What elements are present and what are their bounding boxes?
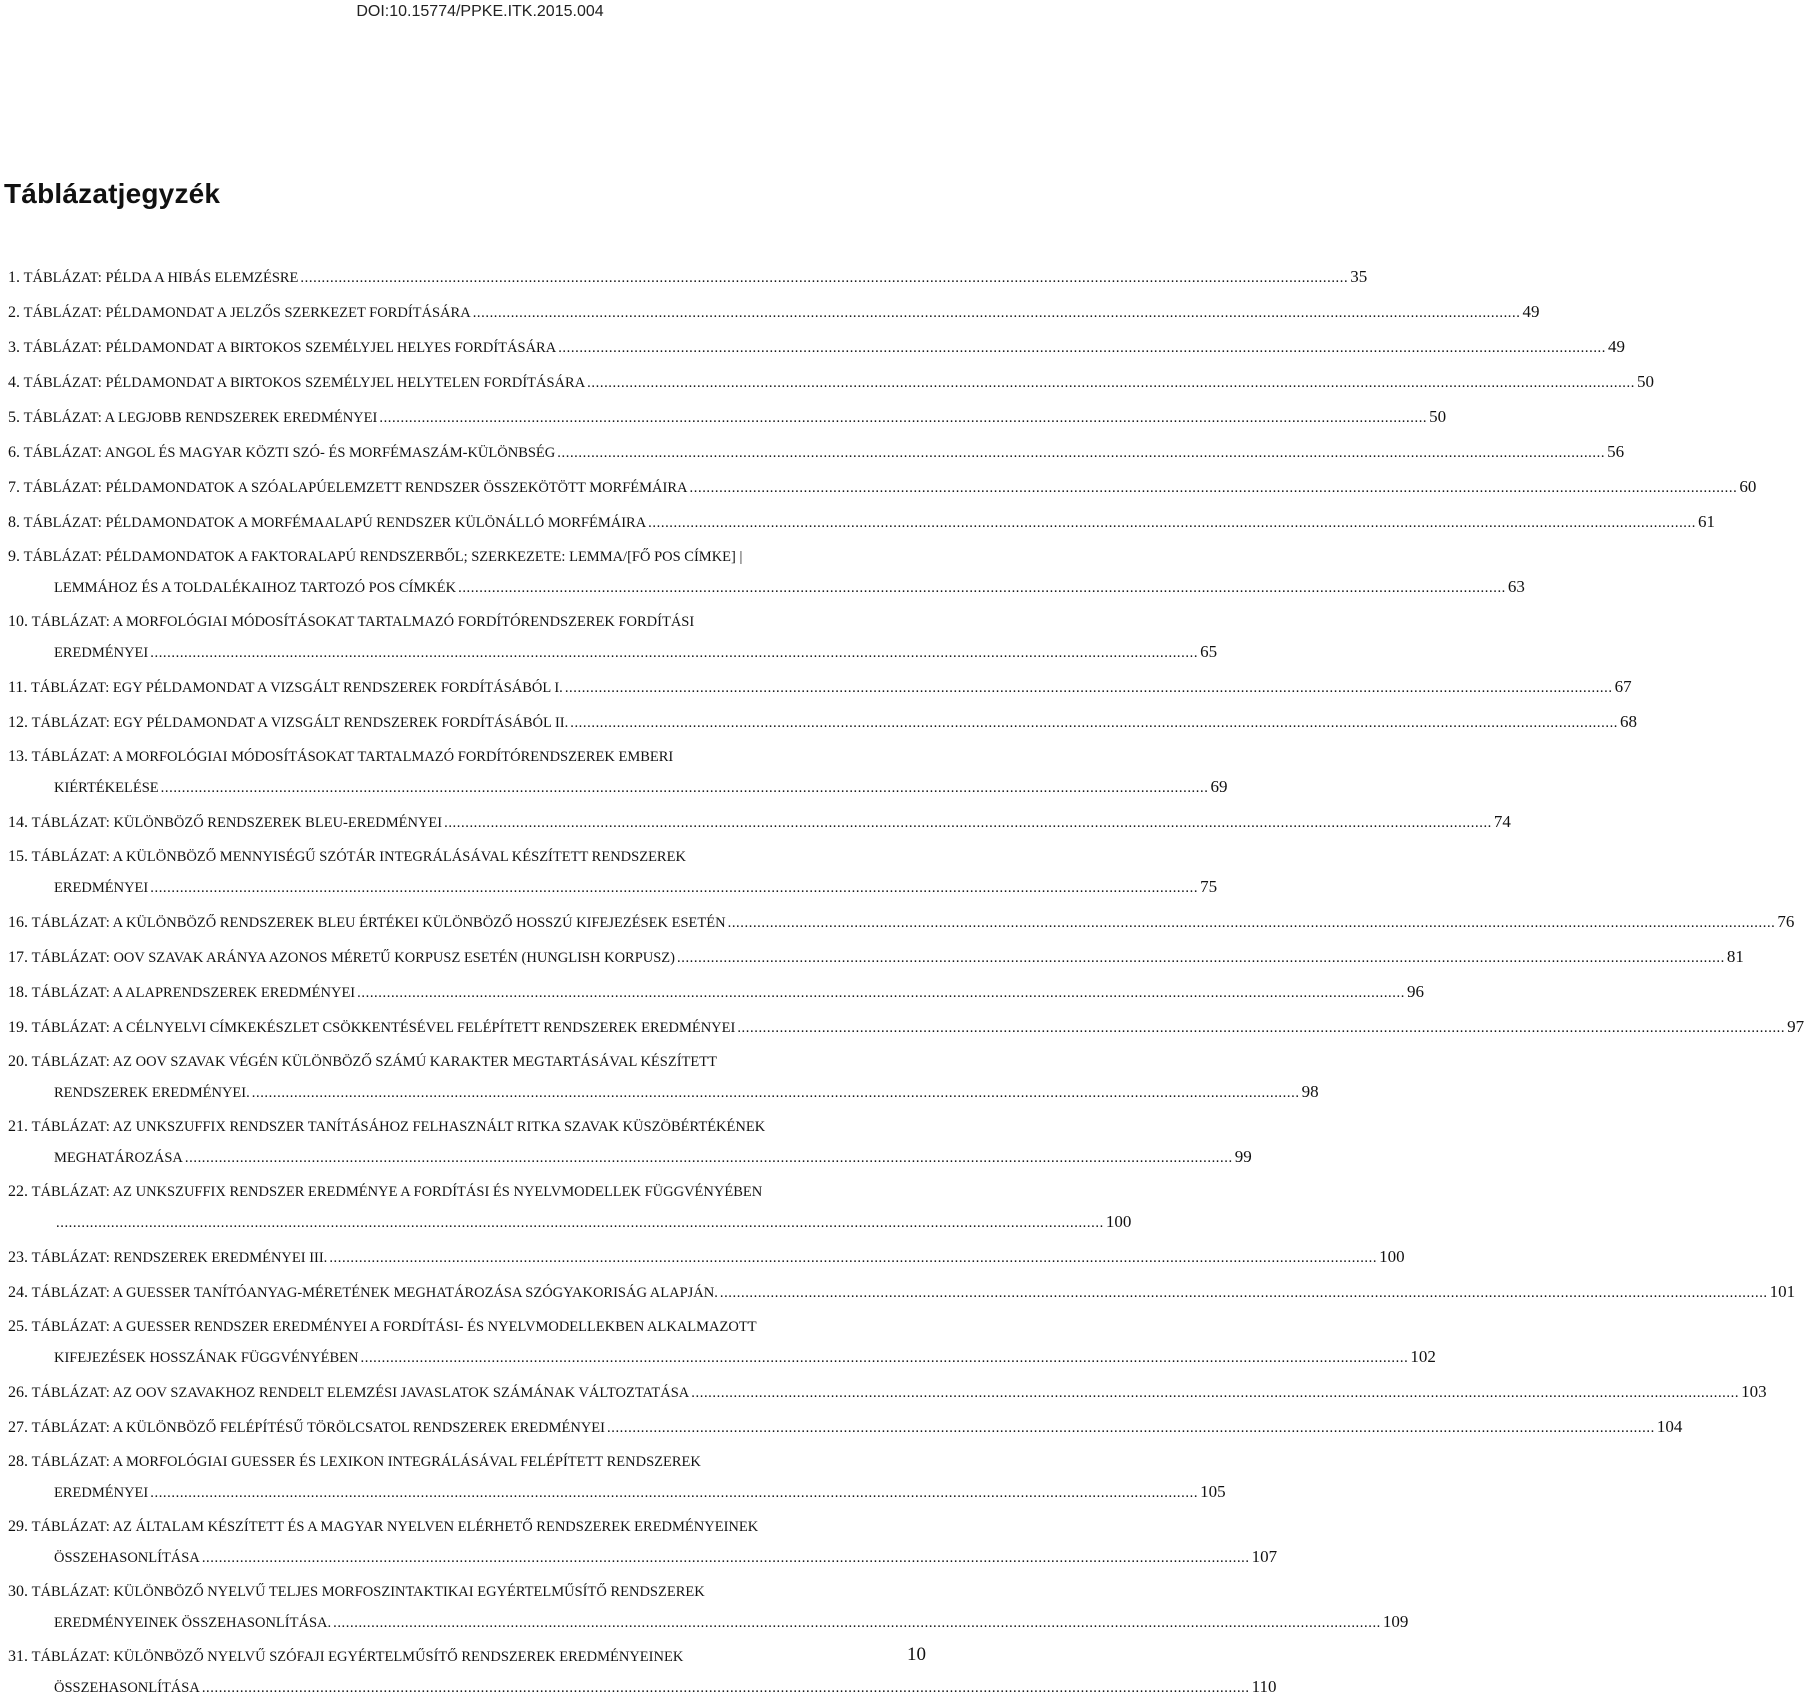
toc-entry-line [8, 1047, 956, 1077]
toc-entry-text: TÁBLÁZAT: AZ UNKSZUFFIX RENDSZER TANÍTÁSÁHOZ FELHASZNÁLT RITKA SZAVAK KÜSZÖBÉRTÉKÉNEK [31, 1119, 766, 1135]
toc-entry-line [8, 742, 956, 772]
toc-entry[interactable] [8, 1447, 1226, 1508]
toc-entry-number: 25. [8, 1318, 28, 1335]
toc-entry-line [8, 842, 956, 872]
toc-entry[interactable] [8, 907, 1795, 938]
toc-entry-page: 97 [1787, 1017, 1804, 1036]
toc-entry-text: TÁBLÁZAT: PÉLDAMONDAT A BIRTOKOS SZEMÉLYJEL HELYES FORDÍTÁSÁRA [23, 340, 557, 356]
toc-entry[interactable] [8, 437, 1625, 468]
toc-entry-page: 100 [1105, 1212, 1132, 1231]
toc-entry-number: 30. [8, 1583, 28, 1600]
dot-leader [150, 639, 1198, 668]
toc-entry-text: KIÉRTÉKELÉSE [54, 780, 159, 796]
dot-leader [185, 1144, 1233, 1173]
toc-entry-number: 21. [8, 1118, 28, 1135]
toc-entry-line [8, 332, 1626, 363]
toc-entry-page: 103 [1741, 1382, 1767, 1401]
toc-entry-text: TÁBLÁZAT: A KÜLÖNBÖZŐ FELÉPÍTÉSŰ TÖRÖLCSATOL RENDSZEREK EREDMÉNYEI [31, 1420, 605, 1436]
toc-entry-text: RENDSZEREK EREDMÉNYEI. [54, 1085, 250, 1101]
toc-entry[interactable] [8, 1047, 1319, 1108]
toc-entry-text: EREDMÉNYEINEK ÖSSZEHASONLÍTÁSA. [54, 1615, 332, 1631]
toc-entry-page: 100 [1379, 1247, 1405, 1266]
toc-entry[interactable] [8, 1177, 1132, 1238]
page-number: 10 [907, 1644, 926, 1665]
toc-entry[interactable] [8, 842, 1218, 903]
toc-entry[interactable] [8, 607, 1218, 668]
toc-entry-number: 19. [8, 1019, 28, 1036]
toc-entry-line [8, 1377, 1767, 1408]
toc-entry-number: 12. [8, 714, 28, 731]
toc-entry-number: 28. [8, 1453, 28, 1470]
toc-entry-number: 1. [8, 269, 20, 286]
toc-entry-number: 31. [8, 1648, 28, 1665]
toc-entry-number: 8. [8, 514, 20, 531]
toc-entry-line [8, 262, 1368, 293]
toc-entry-text: TÁBLÁZAT: EGY PÉLDAMONDAT A VIZSGÁLT RENDSZEREK FORDÍTÁSÁBÓL II. [31, 715, 569, 731]
toc-entry-text: TÁBLÁZAT: PÉLDAMONDATOK A MORFÉMAALAPÚ RENDSZER KÜLÖNÁLLÓ MORFÉMÁIRA [23, 515, 647, 531]
dot-leader [444, 809, 1492, 838]
toc-entry-text: MEGHATÁROZÁSA [54, 1150, 183, 1166]
toc-entry-text: TÁBLÁZAT: OOV SZAVAK ARÁNYA AZONOS MÉRETŰ KORPUSZ ESETÉN (HUNGLISH KORPUSZ) [31, 950, 675, 966]
toc-entry[interactable] [8, 742, 1228, 803]
toc-entry[interactable] [8, 1577, 1409, 1638]
dot-leader [379, 404, 1427, 433]
toc-entry-line [8, 1412, 1683, 1443]
toc-entry[interactable] [8, 507, 1715, 538]
dot-leader [565, 674, 1613, 703]
toc-entry-line [8, 297, 1540, 328]
toc-entry-text: EREDMÉNYEI [54, 880, 149, 896]
table-of-tables [8, 262, 1804, 1707]
toc-entry-line [8, 942, 1744, 973]
toc-entry-continuation [8, 1477, 1226, 1508]
toc-entry-text: TÁBLÁZAT: ANGOL ÉS MAGYAR KÖZTI SZÓ- ÉS MORFÉMASZÁM-KÜLÖNBSÉG [23, 445, 556, 461]
toc-entry-text: TÁBLÁZAT: A ALAPRENDSZEREK EREDMÉNYEI [31, 985, 356, 1001]
toc-entry-number: 4. [8, 374, 20, 391]
toc-entry-number: 22. [8, 1183, 28, 1200]
toc-entry-line [8, 367, 1654, 398]
dot-leader [56, 1209, 1104, 1238]
dot-leader [737, 1014, 1785, 1043]
toc-entry-line [8, 1312, 956, 1342]
toc-entry-page: 60 [1739, 477, 1757, 496]
toc-entry-text: TÁBLÁZAT: A MORFOLÓGIAI MÓDOSÍTÁSOKAT TARTALMAZÓ FORDÍTÓRENDSZEREK FORDÍTÁSI [31, 614, 695, 630]
toc-entry-number: 5. [8, 409, 20, 426]
toc-entry-number: 29. [8, 1518, 28, 1535]
toc-entry[interactable] [8, 1012, 1804, 1043]
toc-entry[interactable] [8, 472, 1757, 503]
toc-entry-number: 27. [8, 1419, 28, 1436]
toc-entry-text: TÁBLÁZAT: KÜLÖNBÖZŐ NYELVŰ SZÓFAJI EGYÉRTELMŰSÍTŐ RENDSZEREK EREDMÉNYEINEK [31, 1649, 684, 1665]
toc-entry-line [8, 977, 1424, 1008]
toc-entry-number: 7. [8, 479, 20, 496]
toc-entry-line [8, 1012, 1804, 1043]
dot-leader [557, 439, 1605, 468]
dot-leader [607, 1414, 1655, 1443]
toc-entry-text: TÁBLÁZAT: KÜLÖNBÖZŐ NYELVŰ TELJES MORFOSZINTAKTIKAI EGYÉRTELMŰSÍTŐ RENDSZEREK [31, 1584, 705, 1600]
dot-leader [161, 774, 1209, 803]
toc-entry-line [8, 607, 956, 637]
toc-entry[interactable] [8, 707, 1638, 738]
toc-entry-number: 9. [8, 548, 20, 565]
toc-entry-line [8, 1112, 956, 1142]
dot-leader [329, 1244, 1377, 1273]
toc-entry-text: TÁBLÁZAT: A MORFOLÓGIAI GUESSER ÉS LEXIKON INTEGRÁLÁSÁVAL FELÉPÍTETT RENDSZEREK [31, 1454, 701, 1470]
dot-leader [728, 909, 1776, 938]
toc-entry[interactable] [8, 1512, 1278, 1573]
dot-leader [202, 1544, 1250, 1573]
toc-entry-continuation [8, 1207, 1132, 1238]
toc-entry-page: 105 [1200, 1482, 1226, 1501]
toc-entry-text: TÁBLÁZAT: PÉLDA A HIBÁS ELEMZÉSRE [23, 270, 299, 286]
toc-entry-text: TÁBLÁZAT: A LEGJOBB RENDSZEREK EREDMÉNYEI [23, 410, 378, 426]
toc-entry-text: EREDMÉNYEI [54, 645, 149, 661]
toc-entry-page: 35 [1350, 267, 1368, 286]
toc-entry-text: TÁBLÁZAT: A CÉLNYELVI CÍMKEKÉSZLET CSÖKKENTÉSÉVEL FELÉPÍTETT RENDSZEREK EREDMÉNYEI [31, 1020, 736, 1036]
toc-entry-continuation [8, 1077, 1319, 1108]
toc-entry-number: 26. [8, 1384, 28, 1401]
toc-entry-page: 98 [1301, 1082, 1319, 1101]
toc-entry-number: 11. [8, 679, 28, 696]
toc-entry-continuation [8, 1607, 1409, 1638]
toc-entry[interactable] [8, 297, 1540, 328]
toc-entry-page: 81 [1726, 947, 1744, 966]
toc-entry[interactable] [8, 1377, 1767, 1408]
toc-entry[interactable] [8, 1412, 1683, 1443]
toc-entry-text: TÁBLÁZAT: AZ OOV SZAVAK VÉGÉN KÜLÖNBÖZŐ SZÁMÚ KARAKTER MEGTARTÁSÁVAL KÉSZÍTETT [31, 1054, 717, 1070]
toc-entry-number: 24. [8, 1284, 28, 1301]
toc-entry-line [8, 472, 1757, 503]
toc-entry-page: 96 [1406, 982, 1424, 1001]
toc-entry-text: TÁBLÁZAT: A KÜLÖNBÖZŐ MENNYISÉGŰ SZÓTÁR INTEGRÁLÁSÁVAL KÉSZÍTETT RENDSZEREK [31, 849, 686, 865]
toc-entry-page: 56 [1607, 442, 1625, 461]
toc-entry-line [8, 707, 1638, 738]
toc-entry[interactable] [8, 542, 1525, 603]
toc-entry-line [8, 1242, 1405, 1273]
toc-entry-text: KIFEJEZÉSEK HOSSZÁNAK FÜGGVÉNYÉBEN [54, 1350, 359, 1366]
toc-entry-page: 76 [1777, 912, 1795, 931]
toc-entry[interactable] [8, 977, 1424, 1008]
toc-entry-text: TÁBLÁZAT: AZ OOV SZAVAKHOZ RENDELT ELEMZÉSI JAVASLATOK SZÁMÁNAK VÁLTOZTATÁSA [31, 1385, 690, 1401]
toc-entry-line [8, 1512, 956, 1542]
toc-entry[interactable] [8, 1242, 1405, 1273]
toc-entry[interactable] [8, 1112, 1252, 1173]
dot-leader [677, 944, 1725, 973]
toc-entry-text: TÁBLÁZAT: A KÜLÖNBÖZŐ RENDSZEREK BLEU ÉRTÉKEI KÜLÖNBÖZŐ HOSSZÚ KIFEJEZÉSEK ESETÉN [31, 915, 726, 931]
toc-entry-page: 75 [1200, 877, 1218, 896]
toc-entry-line [8, 542, 956, 572]
toc-entry-continuation [8, 1342, 1436, 1373]
toc-entry[interactable] [8, 332, 1626, 363]
toc-entry-line [8, 437, 1625, 468]
toc-entry-page: 102 [1410, 1347, 1436, 1366]
toc-entry[interactable] [8, 1642, 1277, 1703]
toc-entry-page: 63 [1507, 577, 1525, 596]
dot-leader [252, 1079, 1300, 1108]
toc-entry-continuation [8, 772, 1228, 803]
toc-entry-page: 50 [1636, 372, 1654, 391]
toc-entry-text: TÁBLÁZAT: A GUESSER TANÍTÓANYAG-MÉRETÉNEK MEGHATÁROZÁSA SZÓGYAKORISÁG ALAPJÁN. [31, 1285, 718, 1301]
toc-entry[interactable] [8, 1277, 1796, 1308]
toc-entry-text: TÁBLÁZAT: A MORFOLÓGIAI MÓDOSÍTÁSOKAT TARTALMAZÓ FORDÍTÓRENDSZEREK EMBERI [31, 749, 674, 765]
toc-entry-text: TÁBLÁZAT: RENDSZEREK EREDMÉNYEI III. [31, 1250, 328, 1266]
toc-entry-page: 99 [1234, 1147, 1252, 1166]
doi-header: DOI:10.15774/PPKE.ITK.2015.004 [356, 3, 604, 20]
toc-entry-text: ÖSSZEHASONLÍTÁSA [54, 1550, 200, 1566]
dot-leader [202, 1674, 1250, 1703]
toc-entry-text: TÁBLÁZAT: EGY PÉLDAMONDAT A VIZSGÁLT RENDSZEREK FORDÍTÁSÁBÓL I. [31, 680, 563, 696]
toc-entry-continuation [8, 1672, 1277, 1703]
dot-leader [150, 1479, 1198, 1508]
toc-entry-number: 10. [8, 613, 28, 630]
toc-entry-line [8, 507, 1715, 538]
toc-entry-line [8, 1447, 956, 1477]
toc-entry-page: 68 [1620, 712, 1638, 731]
toc-entry-continuation [8, 1542, 1278, 1573]
page-title: Táblázatjegyzék [4, 178, 221, 209]
dot-leader [361, 1344, 1409, 1373]
toc-entry-number: 23. [8, 1249, 28, 1266]
toc-entry-text: TÁBLÁZAT: PÉLDAMONDAT A BIRTOKOS SZEMÉLYJEL HELYTELEN FORDÍTÁSÁRA [23, 375, 586, 391]
toc-entry-line [8, 807, 1511, 838]
toc-entry-line [8, 1177, 956, 1207]
toc-entry-text: LEMMÁHOZ ÉS A TOLDALÉKAIHOZ TARTOZÓ POS CÍMKÉK [54, 580, 457, 596]
toc-entry-page: 67 [1614, 677, 1632, 696]
toc-entry-number: 3. [8, 339, 20, 356]
dot-leader [570, 709, 1618, 738]
toc-entry-page: 49 [1522, 302, 1540, 321]
toc-entry[interactable] [8, 367, 1654, 398]
dot-leader [473, 299, 1521, 328]
toc-entry-line [8, 907, 1795, 938]
dot-leader [458, 574, 1506, 603]
toc-entry-number: 18. [8, 984, 28, 1001]
toc-entry-page: 49 [1608, 337, 1626, 356]
dot-leader [357, 979, 1405, 1008]
dot-leader [587, 369, 1635, 398]
toc-entry-continuation [8, 1142, 1252, 1173]
toc-entry-text: TÁBLÁZAT: A GUESSER RENDSZER EREDMÉNYEI A FORDÍTÁSI- ÉS NYELVMODELLEKBEN ALKALMAZOTT [31, 1319, 757, 1335]
toc-entry-page: 109 [1382, 1612, 1409, 1631]
toc-entry-line [8, 1577, 956, 1607]
toc-entry-number: 6. [8, 444, 20, 461]
toc-entry[interactable] [8, 262, 1368, 293]
toc-entry[interactable] [8, 942, 1744, 973]
toc-entry-page: 50 [1429, 407, 1447, 426]
dot-leader [690, 474, 1738, 503]
toc-entry-continuation [8, 637, 1218, 668]
toc-entry-page: 61 [1697, 512, 1715, 531]
toc-entry-continuation [8, 872, 1218, 903]
toc-entry-continuation [8, 572, 1525, 603]
toc-entry-number: 20. [8, 1053, 28, 1070]
toc-entry-text: TÁBLÁZAT: PÉLDAMONDATOK A SZÓALAPÚELEMZETT RENDSZER ÖSSZEKÖTÖTT MORFÉMÁIRA [23, 480, 688, 496]
toc-entry-page: 107 [1251, 1547, 1278, 1566]
toc-entry-text: TÁBLÁZAT: PÉLDAMONDAT A JELZŐS SZERKEZET FORDÍTÁSÁRA [23, 305, 471, 321]
dot-leader [691, 1379, 1739, 1408]
toc-entry-number: 15. [8, 848, 28, 865]
toc-entry-number: 16. [8, 914, 28, 931]
dot-leader [300, 264, 1348, 293]
toc-entry-line [8, 402, 1447, 433]
toc-entry-text: TÁBLÁZAT: AZ ÁLTALAM KÉSZÍTETT ÉS A MAGYAR NYELVEN ELÉRHETŐ RENDSZEREK EREDMÉNYEINEK [31, 1519, 759, 1535]
dot-leader [150, 874, 1198, 903]
toc-entry[interactable] [8, 672, 1632, 703]
toc-entry-page: 69 [1210, 777, 1228, 796]
toc-entry-number: 2. [8, 304, 20, 321]
toc-entry-line [8, 672, 1632, 703]
toc-entry[interactable] [8, 807, 1511, 838]
toc-entry-text: TÁBLÁZAT: AZ UNKSZUFFIX RENDSZER EREDMÉNYE A FORDÍTÁSI ÉS NYELVMODELLEK FÜGGVÉNYÉBEN [31, 1184, 763, 1200]
toc-entry-number: 14. [8, 814, 28, 831]
toc-entry[interactable] [8, 402, 1447, 433]
toc-entry-page: 110 [1251, 1677, 1277, 1696]
toc-entry-page: 104 [1656, 1417, 1683, 1436]
toc-entry-line [8, 1642, 956, 1672]
toc-entry-number: 13. [8, 748, 28, 765]
toc-entry-page: 74 [1493, 812, 1511, 831]
toc-entry-page: 101 [1769, 1282, 1796, 1301]
toc-entry-text: EREDMÉNYEI [54, 1485, 149, 1501]
dot-leader [648, 509, 1696, 538]
dot-leader [720, 1279, 1768, 1308]
toc-entry-page: 65 [1200, 642, 1218, 661]
toc-entry-line [8, 1277, 1796, 1308]
toc-entry-text: TÁBLÁZAT: PÉLDAMONDATOK A FAKTORALAPÚ RENDSZERBŐL; SZERKEZETE: LEMMA/[FŐ POS CÍMKE] | [23, 549, 743, 565]
toc-entry-text: TÁBLÁZAT: KÜLÖNBÖZŐ RENDSZEREK BLEU-EREDMÉNYEI [31, 815, 443, 831]
dot-leader [333, 1609, 1381, 1638]
dot-leader [558, 334, 1606, 363]
toc-entry-text: ÖSSZEHASONLÍTÁSA [54, 1680, 200, 1696]
toc-entry-number: 17. [8, 949, 28, 966]
toc-entry[interactable] [8, 1312, 1436, 1373]
